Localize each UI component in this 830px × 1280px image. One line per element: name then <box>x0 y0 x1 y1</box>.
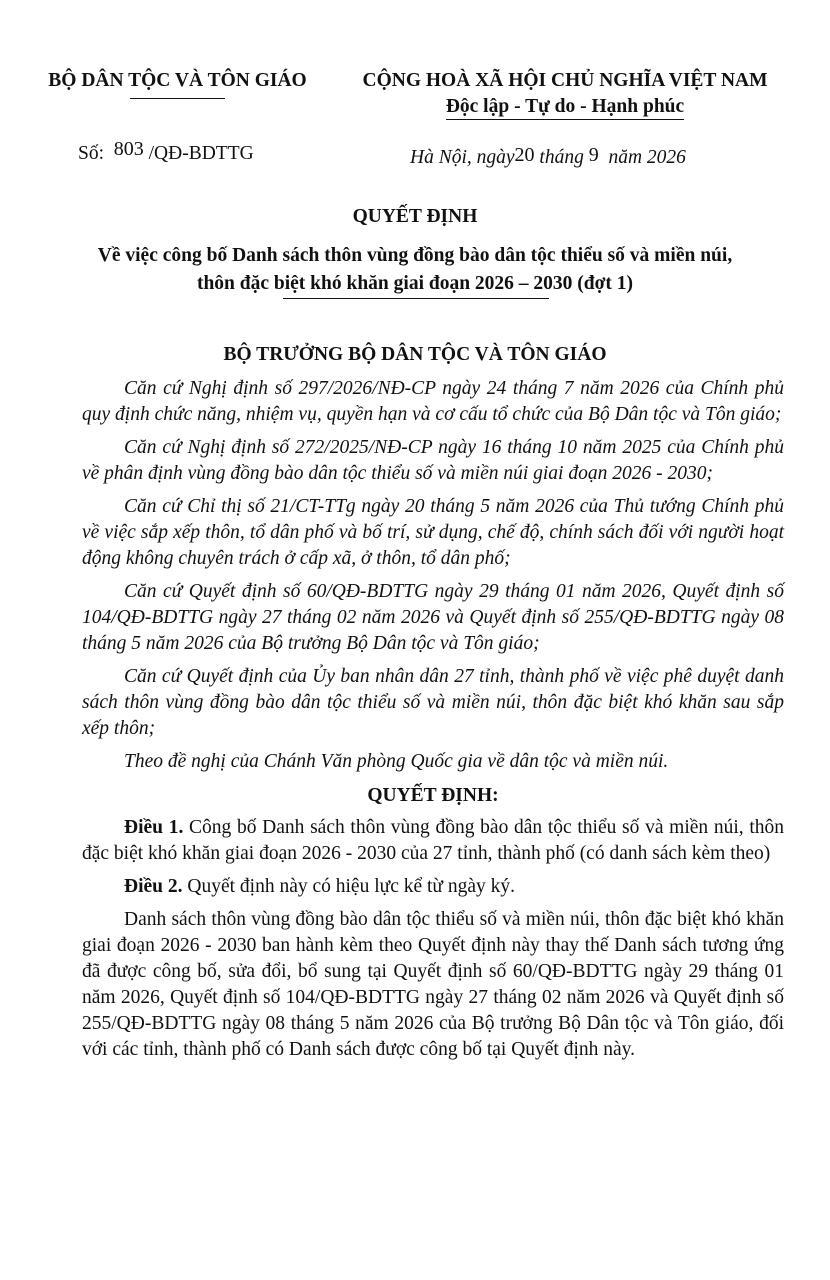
document-type: QUYẾT ĐỊNH <box>352 206 478 227</box>
agency-name: BỘ DÂN TỘC VÀ TÔN GIÁO <box>48 70 307 91</box>
legal-basis-2: Căn cứ Nghị định số 272/2025/NĐ-CP ngày 16 tháng 10 năm 2025 của Chính phủ về phân định vùng đồng bào dân tộc thiểu số và miền núi giai đoạn 2026 - 2030; <box>82 437 784 484</box>
reference-suffix: /QĐ-BDTTG <box>148 143 254 164</box>
article-1-text: Công bố Danh sách thôn vùng đồng bào dân tộc thiểu số và miền núi, thôn đặc biệt khó khăn giai đoạn 2026 - 2030 của 27 tỉnh, thành phố (có danh sách kèm theo) <box>82 817 785 864</box>
article-2-paragraph-2: Danh sách thôn vùng đồng bào dân tộc thiểu số và miền núi, thôn đặc biệt khó khăn giai đoạn 2026 - 2030 ban hành kèm theo Quyết định này thay thế Danh sách tương ứng đã được công bố, sửa đổi, bổ sung tại Quyết định số 60/QĐ-BDTTG ngày 29 tháng 01 năm 2026, Quyết định số 104/QĐ-BDTTG ngày 27 tháng 02 năm 2026 và Quyết định số 255/QĐ-BDTTG ngày 08 tháng 5 năm 2026 của Bộ trưởng Bộ Dân tộc và Tôn giáo, đối với các tỉnh, thành phố có Danh sách được công bố tại Quyết định này. <box>82 909 784 1060</box>
dateline-day: 20 <box>514 144 535 166</box>
dateline-month-label: tháng <box>539 147 584 168</box>
national-heading <box>350 68 780 120</box>
dateline <box>410 144 686 171</box>
article-1 <box>82 815 784 867</box>
reference-number-value: 803 <box>113 138 144 160</box>
article-2-label: Điều 2. <box>124 876 183 897</box>
legal-basis-6: Theo đề nghị của Chánh Văn phòng Quốc gia về dân tộc và miền núi. <box>124 751 669 772</box>
legal-basis-3: Căn cứ Chỉ thị số 21/CT-TTg ngày 20 tháng 5 năm 2026 của Thủ tướng Chính phủ về việc sắp xếp thôn, tổ dân phố và bố trí, sử dụng, chế độ, chính sách đối với người hoạt động không chuyên trách ở cấp xã, ở thôn, tổ dân phố; <box>82 496 784 569</box>
legal-basis-1: Căn cứ Nghị định số 297/2026/NĐ-CP ngày 24 tháng 7 năm 2026 của Chính phủ quy định chức năng, nhiệm vụ, quyền hạn và cơ cấu tổ chức của Bộ Dân tộc và Tôn giáo; <box>82 378 784 425</box>
decision-heading: QUYẾT ĐỊNH: <box>367 785 499 806</box>
subject-line-1: Về việc công bố Danh sách thôn vùng đồng bào dân tộc thiểu số và miền núi, <box>97 245 733 266</box>
reference-prefix: Số: <box>78 143 105 164</box>
article-1-label: Điều 1. <box>124 817 184 838</box>
legal-basis-4: Căn cứ Quyết định số 60/QĐ-BDTTG ngày 29 tháng 01 năm 2026, Quyết định số 104/QĐ-BDTTG ngày 27 tháng 02 năm 2026 và Quyết định số 255/QĐ-BDTTG ngày 08 tháng 5 năm 2026 của Bộ trưởng Bộ Dân tộc và Tôn giáo; <box>82 581 784 654</box>
reference-number <box>78 140 254 167</box>
article-2 <box>82 874 784 900</box>
dateline-year: năm 2026 <box>608 147 686 168</box>
dateline-place: Hà Nội, ngày <box>410 147 515 168</box>
article-2-text: Quyết định này có hiệu lực kể từ ngày ký. <box>182 876 516 897</box>
dateline-month: 9 <box>588 144 599 166</box>
nation-name: CỘNG HOÀ XÃ HỘI CHỦ NGHĨA VIỆT NAM <box>362 70 768 91</box>
subject-underline <box>283 298 549 299</box>
document-body <box>82 376 784 1070</box>
document-subject <box>60 242 770 298</box>
legal-basis-5: Căn cứ Quyết định của Ủy ban nhân dân 27 tỉnh, thành phố về việc phê duyệt danh sách thôn vùng đồng bào dân tộc thiểu số và miền núi, thôn đặc biệt khó khăn sau sắp xếp thôn; <box>82 666 784 739</box>
issuing-authority: BỘ TRƯỞNG BỘ DÂN TỘC VÀ TÔN GIÁO <box>223 344 607 365</box>
agency-block <box>40 68 315 99</box>
agency-underline <box>130 98 225 99</box>
subject-line-2: thôn đặc biệt khó khăn giai đoạn 2026 – 2030 (đợt 1) <box>196 273 634 294</box>
national-motto: Độc lập - Tự do - Hạnh phúc <box>446 95 684 120</box>
